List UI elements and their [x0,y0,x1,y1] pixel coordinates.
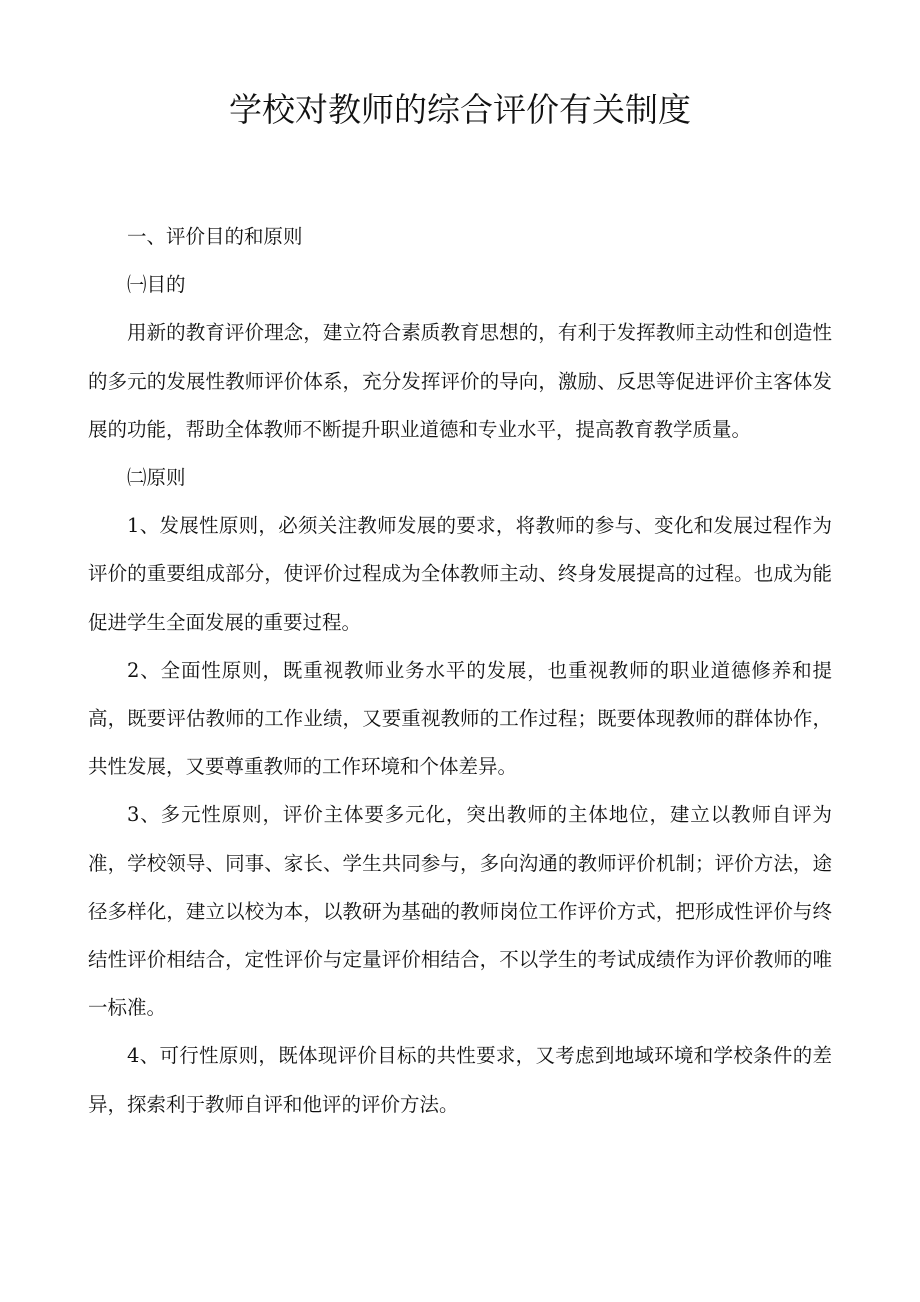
paragraph-principle-4: 4、可行性原则，既体现评价目标的共性要求，又考虑到地域环境和学校条件的差异，探索利于教师自评和他评的评价方法。 [88,1044,832,1116]
document-title: 学校对教师的综合评价有关制度 [229,90,691,129]
subsection-heading-purpose: ㈠目的 [127,273,186,297]
document-body [88,213,832,1129]
paragraph-principle-2: 2、全面性原则，既重视教师业务水平的发展，也重视教师的职业道德修养和提高，既要评估教师的工作业绩，又要重视教师的工作过程；既要体现教师的群体协作，共性发展，又要尊重教师的工作环境和个体差异。 [88,658,832,779]
subsection-heading-principles: ㈡原则 [127,466,186,490]
paragraph-principle-3: 3、多元性原则，评价主体要多元化，突出教师的主体地位，建立以教师自评为准，学校领导、同事、家长、学生共同参与，多向沟通的教师评价机制；评价方法，途径多样化，建立以校为本，以教研为基础的教师岗位工作评价方式，把形成性评价与终结性评价相结合，定性评价与定量评价相结合，不以学生的考试成绩作为评价教师的唯一标准。 [88,803,832,1020]
section-heading-1: 一、评价目的和原则 [127,225,303,248]
paragraph-principle-1: 1、发展性原则，必须关注教师发展的要求，将教师的参与、变化和发展过程作为评价的重要组成部分，使评价过程成为全体教师主动、终身发展提高的过程。也成为能促进学生全面发展的重要过程。 [88,514,832,634]
paragraph-purpose: 用新的教育评价理念，建立符合素质教育思想的，有利于发挥教师主动性和创造性的多元的发展性教师评价体系，充分发挥评价的导向，激励、反思等促进评价主客体发展的功能，帮助全体教师不断提升职业道德和专业水平，提高教育教学质量。 [88,321,832,441]
